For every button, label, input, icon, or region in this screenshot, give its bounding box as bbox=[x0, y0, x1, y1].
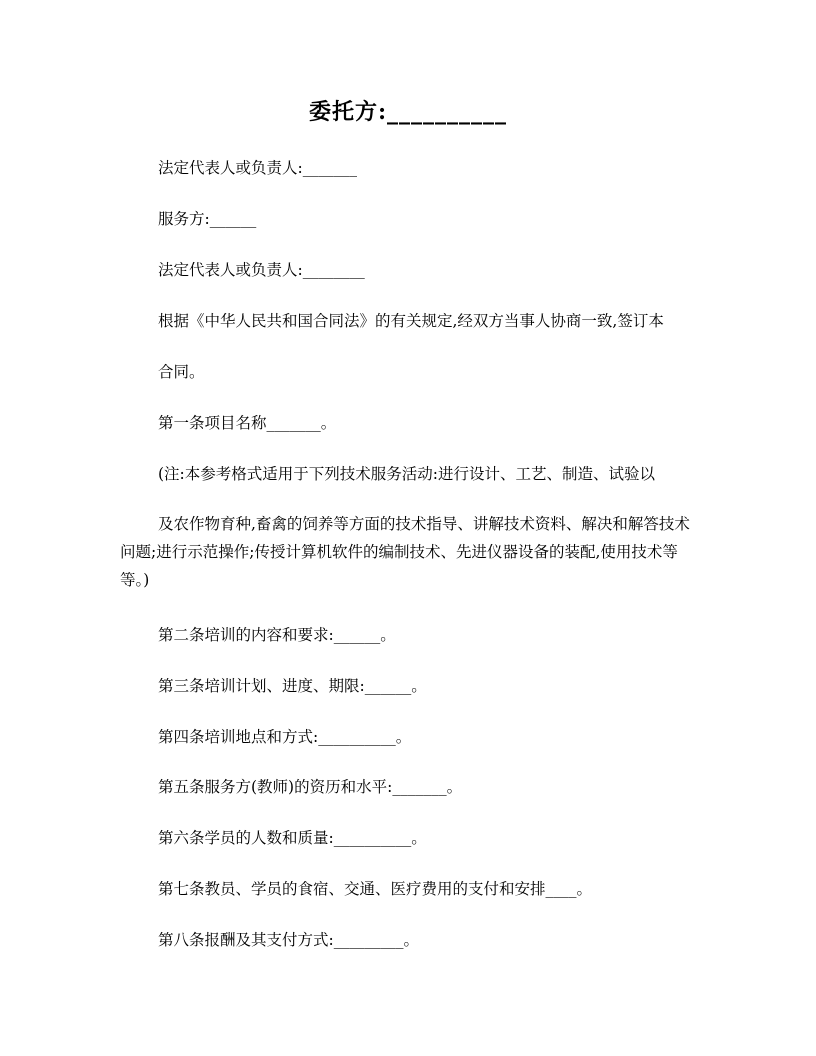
legal-rep-service: 法定代表人或负责人:________ bbox=[158, 261, 365, 279]
article-4: 第四条培训地点和方式:__________。 bbox=[158, 728, 412, 746]
article-5: 第五条服务方(教师)的资历和水平:_______。 bbox=[158, 778, 463, 796]
legal-rep-client: 法定代表人或负责人:_______ bbox=[158, 159, 357, 177]
article-8: 第八条报酬及其支付方式:_________。 bbox=[158, 931, 419, 949]
article-7: 第七条教员、学员的食宿、交通、医疗费用的支付和安排____。 bbox=[158, 880, 593, 898]
service-party: 服务方:______ bbox=[158, 210, 257, 228]
note-line-1: (注:本参考格式适用于下列技术服务活动:进行设计、工艺、制造、试验以 bbox=[158, 465, 655, 483]
contract-title: 委托方:__________ bbox=[308, 99, 508, 125]
article-6: 第六条学员的人数和质量:__________。 bbox=[158, 829, 427, 847]
preamble-line-2: 合同。 bbox=[158, 363, 205, 381]
article-3: 第三条培训计划、进度、期限:______。 bbox=[158, 677, 427, 695]
note-continuation: 及农作物育种,畜禽的饲养等方面的技术指导、讲解技术资料、解决和解答技术问题;进行示范操作;传授计算机软件的编制技术、先进仪器设备的装配,使用技术等等。) bbox=[120, 515, 690, 589]
article-2: 第二条培训的内容和要求:______。 bbox=[158, 626, 396, 644]
preamble-line-1: 根据《中华人民共和国合同法》的有关规定,经双方当事人协商一致,签订本 bbox=[158, 312, 664, 330]
article-1: 第一条项目名称_______。 bbox=[158, 414, 337, 432]
